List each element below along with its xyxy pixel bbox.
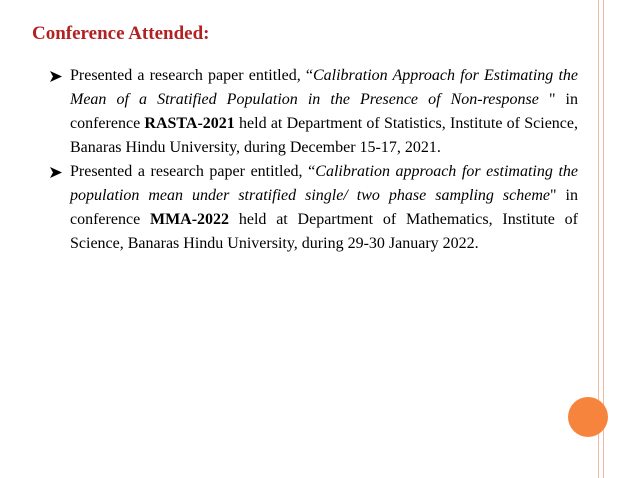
arrow-bullet-icon [50,160,62,184]
paper-title: Calibration Approach for Estimating the Mean of a Stratified Population in the Presence of Non-response [70,67,578,108]
bullet-text: held at Department of Mathematics, Institute of Science, Banaras Hindu University, during 29-30 January 2022. [70,211,578,252]
bullet-text: Presented a research paper entitled, “ [70,163,316,180]
bullet-text: held at Department of Statistics, Institute of Science, Banaras Hindu University, during December 15-17, 2021. [70,115,578,156]
conference-name: MMA-2022 [149,211,230,228]
bullet-text: " in conference [70,91,578,132]
bullet-item [48,160,578,256]
slide-title: Conference Attended: [32,23,210,44]
bullet-text: Presented a research paper entitled, “ [70,67,313,84]
conference-name: RASTA-2021 [144,115,235,132]
bullet-list [48,64,578,256]
arrow-bullet-icon [50,64,62,88]
accent-circle [568,397,608,437]
bullet-item [48,64,578,160]
bullet-text: " in conference [70,187,578,228]
paper-title: Calibration approach for estimating the population mean under stratified single/ two phase sampling scheme [70,163,578,204]
